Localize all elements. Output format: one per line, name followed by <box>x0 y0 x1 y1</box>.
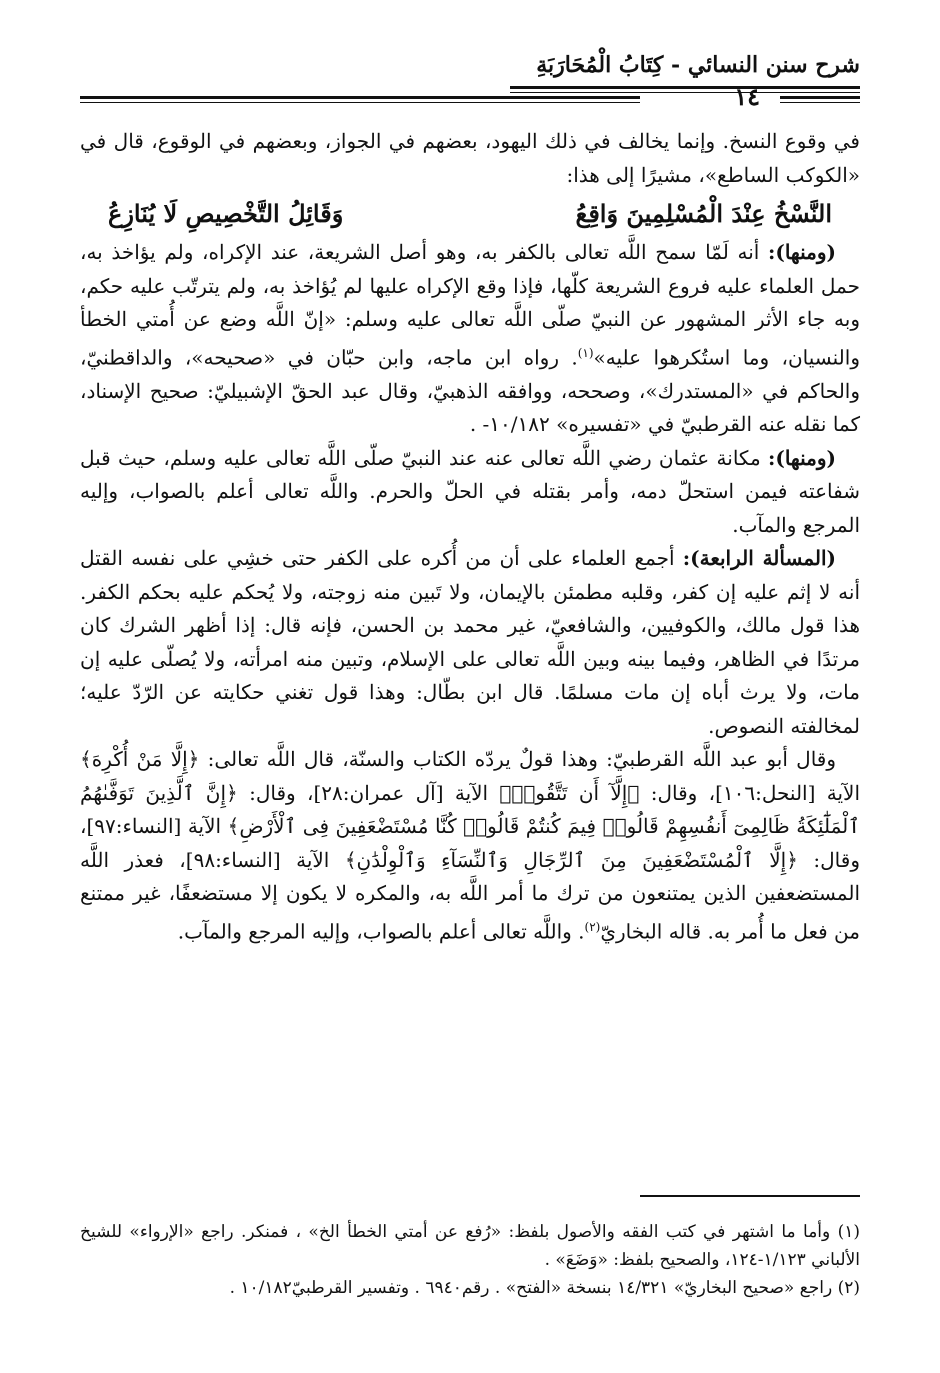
page-header <box>80 52 860 112</box>
poetry-verse <box>80 192 860 236</box>
header-rule-left <box>80 96 640 103</box>
verse-first-hemistich: النَّسْخُ عِنْدَ الْمُسْلِمِينَ وَاقِعُ <box>575 199 832 228</box>
paragraph-2-text: أنه لَمّا سمح اللَّه تعالى بالكفر به، وهو أصل الشريعة، عند الإكراه، ولم يؤاخذ به، حمل العلماء عليه فروع الشريعة كلّها، فإذا وقع الإكراه عليها لم يُؤاخذ به، ولم يترتّب عليه حكم، وبه جاء الأثر المشهور عن النبيّ صلّى اللَّه تعالى عليه وسلم: «إنّ اللَّه وضع عن أُمتي الخطأ والنسيان، وما استُكرهوا عليه» <box>80 240 860 370</box>
paragraph-4-text: أجمع العلماء على أن من أُكره على الكفر حتى خشِي على نفسه القتل أنه لا إثم عليه إن كفر، وقلبه مطمئن بالإيمان، ولا تَبين منه زوجته، ولا يُحكم عليه بحكم الكفر. هذا قول مالك، والكوفيين، والشافعيّ، غير محمد بن الحسن، فإنه قال: إذا أظهر الشرك كان مرتدًا في الظاهر، وفيما بينه وبين اللَّه تعالى على الإسلام، وتبين منه امرأته، ولا يُصلّى عليه إن مات، ولا يرث أباه إن مات مسلمًا. قال ابن بطّال: وهذا قول تغني حكايته عن الرّدّ عليه؛ لمخالفته النصوص. <box>80 546 861 738</box>
paragraph-2 <box>80 236 860 442</box>
footnote-1: (١) وأما ما اشتهر في كتب الفقه والأصول بلفظ: «رُفع عن أمتي الخطأ الخ» ، فمنكر. راجع «الإرواء» للشيخ الألباني ١/١٢٣-١٢٤، والصحيح بلفظ: «وَضَعَ» . <box>80 1222 860 1270</box>
main-text <box>80 125 860 949</box>
paragraph-3-lead: (ومنها): <box>767 445 836 470</box>
footnote-ref-1[interactable]: (١) <box>577 345 594 360</box>
paragraph-1: في وقوع النسخ. وإنما يخالف في ذلك اليهود، بعضهم في الجواز، وبعضهم في الوقوع، قال في «الكوكب الساطع»، مشيرًا إلى هذا: <box>80 129 860 187</box>
paragraph-2-tail: . رواه ابن ماجه، وابن حبّان في «صحيحه»، والداقطنيّ، والحاكم في «المستدرك»، وصححه، ووافقه الذهبيّ، وقال عبد الحقّ الإشبيليّ: صحيح الإسناد، كما نقله عنه القرطبيّ في «تفسيره» ١٠/١٨٢- . <box>80 345 860 437</box>
paragraph-5-tail: . واللَّه تعالى أعلم بالصواب، وإليه المرجع والمآب. <box>177 919 585 944</box>
footnote-ref-2[interactable]: (٢) <box>584 919 601 934</box>
paragraph-5-text: وقال أبو عبد اللَّه القرطبيّ: وهذا قولٌ يردّه الكتاب والسنّة، قال اللَّه تعالى: ﴿إِلَّا مَنْ أُكْرِهَ﴾ الآية [النحل:١٠٦]، وقال: ﴿إِلَّآ أَن تَتَّقُوا۟﴾ الآية [آل عمران:٢٨]، وقال: ﴿إِنَّ ٱلَّذِينَ تَوَفَّىٰهُمُ ٱلْمَلَٰٓئِكَةُ ظَالِمِىٓ أَنفُسِهِمْ قَالُوا۟ فِيمَ كُنتُمْ قَالُوا۟ كُنَّا مُسْتَضْعَفِينَ فِى ٱلْأَرْضِ﴾ الآية [النساء:٩٧]، وقال: ﴿إِلَّا ٱلْمُسْتَضْعَفِينَ مِنَ ٱلرِّجَالِ وَٱلنِّسَآءِ وَٱلْوِلْدَٰنِ﴾ الآية [النساء:٩٨]، فعذر اللَّه المستضعفين الذين يمتنعون من ترك ما أمر اللَّه به، والمكره لا يكون إلا مستضعفًا، غير ممتنع من فعل ما أُمر به. قاله البخاريّ <box>80 747 860 944</box>
footnote-separator <box>640 1195 860 1197</box>
paragraph-4-lead: (المسألة الرابعة): <box>682 546 836 571</box>
title-underline <box>510 86 860 93</box>
paragraph-3 <box>80 442 860 543</box>
page-number: ١٤ <box>734 82 760 111</box>
running-title: شرح سنن النسائي - كِتَابُ الْمُحَارَبَةِ <box>536 52 860 78</box>
header-rule-right <box>780 96 860 103</box>
paragraph-5 <box>80 743 860 949</box>
paragraph-2-lead: (ومنها): <box>767 240 836 264</box>
verse-second-hemistich: وَقَائِلُ التَّخْصِيصِ لَا يُنَازِعُ <box>108 199 344 228</box>
paragraph-4 <box>80 542 860 743</box>
footnote-2: (٢) راجع «صحيح البخاريّ» ١٤/٣٢١ بنسخة «الفتح» . رقم٦٩٤٠ . وتفسير القرطبيّ١٠/١٨٢ . <box>229 1278 860 1298</box>
footnotes <box>80 1218 860 1302</box>
paragraph-3-text: مكانة عثمان رضي اللَّه تعالى عنه عند النبيّ صلّى اللَّه تعالى عليه وسلم، حيث قبل شفاعته فيمن استحلّ دمه، وأمر بقتله في الحلّ والحرم. واللَّه تعالى أعلم بالصواب، وإليه المرجع والمآب. <box>80 445 860 537</box>
